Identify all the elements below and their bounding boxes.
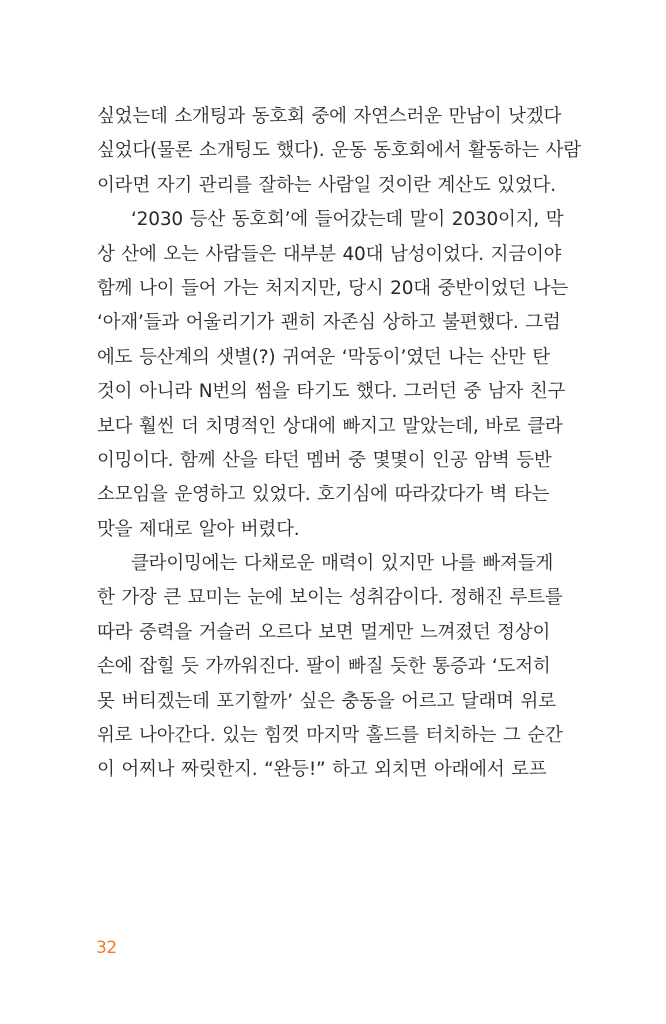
text-line: 이라면 자기 관리를 잘하는 사람일 것이란 계산도 있었다. — [97, 174, 556, 196]
text-line: 상 산에 오는 사람들은 대부분 40대 남성이었다. 지금이야 — [97, 243, 562, 265]
text-line: 싶었다(물론 소개팅도 했다). 운동 동호회에서 활동하는 사람 — [97, 140, 581, 162]
text-line-paragraph-start: ‘2030 등산 동호회’에 들어갔는데 말이 2030이지, 막 — [131, 209, 564, 231]
text-line: 못 버티겠는데 포기할까’ 싶은 충동을 어르고 달래며 위로 — [97, 690, 556, 712]
text-line: ‘아재’들과 어울리기가 괜히 자존심 상하고 불편했다. 그럼 — [97, 312, 561, 334]
text-line: 싶었는데 소개팅과 동호회 중에 자연스러운 만남이 낫겠다 — [97, 106, 562, 127]
text-line: 소모임을 운영하고 있었다. 호기심에 따라갔다가 벽 타는 — [97, 484, 550, 506]
text-line: 에도 등산계의 샛별(?) 귀여운 ‘막둥이’였던 나는 산만 탄 — [97, 346, 550, 368]
text-line: 보다 훨씬 더 치명적인 상대에 빠지고 말았는데, 바로 클라 — [97, 415, 563, 437]
text-line: 손에 잡힐 듯 가까워진다. 팔이 빠질 듯한 통증과 ‘도저히 — [97, 656, 551, 678]
text-line: 맛을 제대로 알아 버렸다. — [97, 518, 300, 540]
text-line: 따라 중력을 거슬러 오르다 보면 멀게만 느껴졌던 정상이 — [97, 621, 551, 643]
text-line: 것이 아니라 N번의 썸을 타기도 했다. 그러던 중 남자 친구 — [97, 381, 566, 403]
text-line: 위로 나아간다. 있는 힘껏 마지막 홀드를 터치하는 그 순간 — [97, 725, 563, 747]
text-line: 이 어찌나 짜릿한지. “완등!” 하고 외치면 아래에서 로프 — [97, 759, 547, 781]
text-line: 이밍이다. 함께 산을 타던 멤버 중 몇몇이 인공 암벽 등반 — [97, 449, 552, 471]
page-number: 32 — [96, 938, 117, 958]
text-line: 함께 나이 들어 가는 처지지만, 당시 20대 중반이었던 나는 — [97, 277, 569, 299]
text-line-paragraph-start: 클라이밍에는 다채로운 매력이 있지만 나를 빠져들게 — [131, 553, 554, 575]
text-line: 한 가장 큰 묘미는 눈에 보이는 성취감이다. 정해진 루트를 — [97, 587, 563, 609]
body-text — [97, 100, 581, 788]
